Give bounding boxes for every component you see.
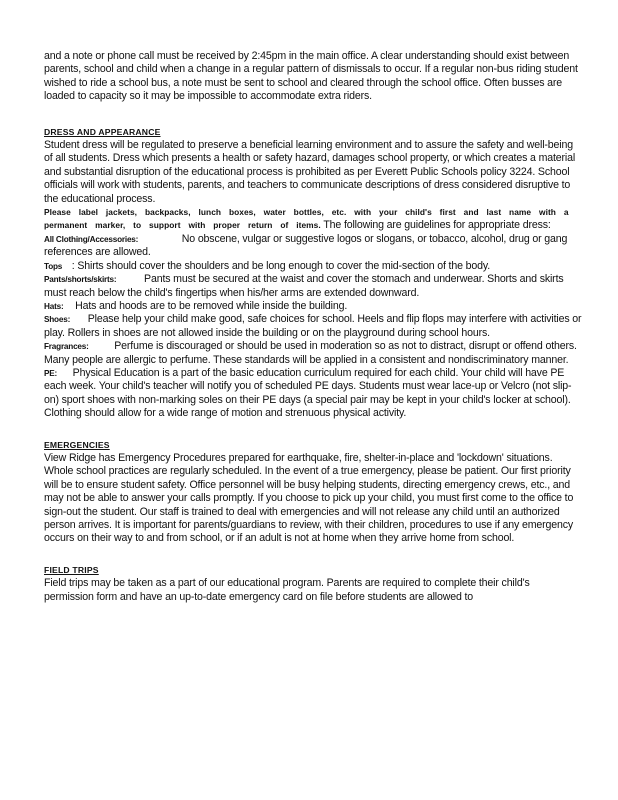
- dress-item-pants: [44, 273, 582, 300]
- section-gap: [44, 421, 582, 439]
- dress-item-text: Perfume is discouraged or should be used in moderation so as not to distract, disrupt or offend others. Many people are allergic to perfume. These standards will be applied in a consistent and nondiscriminatory manner.: [44, 340, 577, 366]
- dress-item-text: Hats and hoods are to be removed while inside the building.: [75, 299, 348, 312]
- dress-item-tops: [44, 260, 582, 273]
- dress-item-text: Please help your child make good, safe choices for school. Heels and flip flops may interfere with activities or play. Rollers in shoes are not allowed inside the building or on the playground during school hours.: [44, 313, 582, 339]
- dress-item-label: Hats:: [44, 301, 64, 311]
- label-note-rest: The following are guidelines for appropriate dress:: [323, 219, 551, 232]
- field-trips-section: [44, 564, 582, 604]
- label-note-bold: Please label jackets, backpacks, lunch boxes, water bottles, etc. with your child's first and last name with a permanent marker, to support with proper return of items.: [44, 207, 569, 231]
- intro-paragraph: and a note or phone call must be received by 2:45pm in the main office. A clear understanding should exist between parents, school and child when a change in a regular pattern of dismissals to occur. If a regular non-bus riding student wished to ride a school bus, a note must be sent to school and cleared through the school office. Often busses are loaded to capacity so it may be impossible to accommodate extra riders.: [44, 50, 578, 103]
- dress-item-all-clothing: [44, 233, 582, 260]
- dress-item-label: Fragrances:: [44, 342, 89, 352]
- section-gap: [44, 546, 582, 564]
- dress-label-note: [44, 206, 582, 233]
- dress-item-text: : Shirts should cover the shoulders and be long enough to cover the mid-section of the body.: [71, 259, 491, 272]
- dress-item-fragrances: [44, 340, 582, 367]
- dress-paragraph: Student dress will be regulated to preserve a beneficial learning environment and to assure the safety and well-being of all students. Dress which presents a health or safety hazard, damages school property, or which creates a material and substantial disruption of the educational process is prohibited as per Everett Public Schools policy 3224. School officials will work with students, parents, and teachers to communicate descriptions of dress considered disruptive to the educational process.: [44, 139, 576, 205]
- field-trips-paragraph: Field trips may be taken as a part of our educational program. Parents are required to complete their child's permission form and have an up-to-date emergency card on file before students are allowed to: [44, 577, 530, 603]
- dress-item-label: All Clothing/Accessories:: [44, 234, 139, 244]
- dress-heading: DRESS AND APPEARANCE: [44, 126, 161, 137]
- field-trips-heading: FIELD TRIPS: [44, 564, 99, 575]
- dress-item-text: No obscene, vulgar or suggestive logos or slogans, or tobacco, alcohol, drug or gang references are allowed.: [44, 232, 568, 259]
- dress-item-shoes: [44, 313, 582, 340]
- dress-item-pe: [44, 367, 582, 421]
- dress-item-text: Physical Education is a part of the basic education curriculum required for each child. Your child will have PE each week. Your child's teacher will notify you of scheduled PE days. Students must wear lace-up or Velcro (not slip-on) sport shoes with non-marking soles on their PE days (a special pair may be kept in your child's locker at school). Clothing should allow for a wide range of motion and strenuous physical activity.: [44, 366, 572, 420]
- dress-item-label: Shoes:: [44, 315, 71, 325]
- emergencies-heading: EMERGENCIES: [44, 439, 110, 450]
- dress-item-label: Tops: [44, 261, 63, 271]
- emergencies-section: [44, 439, 582, 546]
- section-gap: [44, 104, 582, 126]
- dress-item-label: Pants/shorts/skirts:: [44, 275, 117, 285]
- emergencies-paragraph: View Ridge has Emergency Procedures prepared for earthquake, fire, shelter-in-place and 'lockdown' situations. Whole school practices are regularly scheduled. In the event of a true emergency, please be patient. Our first priority will be to ensure student safety. Office personnel will be busy helping students, directing emergency crews, etc., and may not be able to answer your calls promptly. If you choose to pick up your child, you must first come to the office to sign-out the student. Our staff is trained to deal with emergencies and will not release any child until an authorized person arrives. It is important for parents/guardians to review, with their children, procedures to use if any emergency occurs on their way to and from school, or if an adult is not at home when they arrive home from school.: [44, 451, 574, 545]
- dress-item-hats: [44, 300, 582, 313]
- dress-section: [44, 126, 582, 421]
- dress-item-label: PE:: [44, 368, 58, 378]
- dress-item-text: Pants must be secured at the waist and cover the stomach and underwear. Shorts and skirts must reach below the child's fingertips when his/her arms are extended downward.: [44, 273, 564, 299]
